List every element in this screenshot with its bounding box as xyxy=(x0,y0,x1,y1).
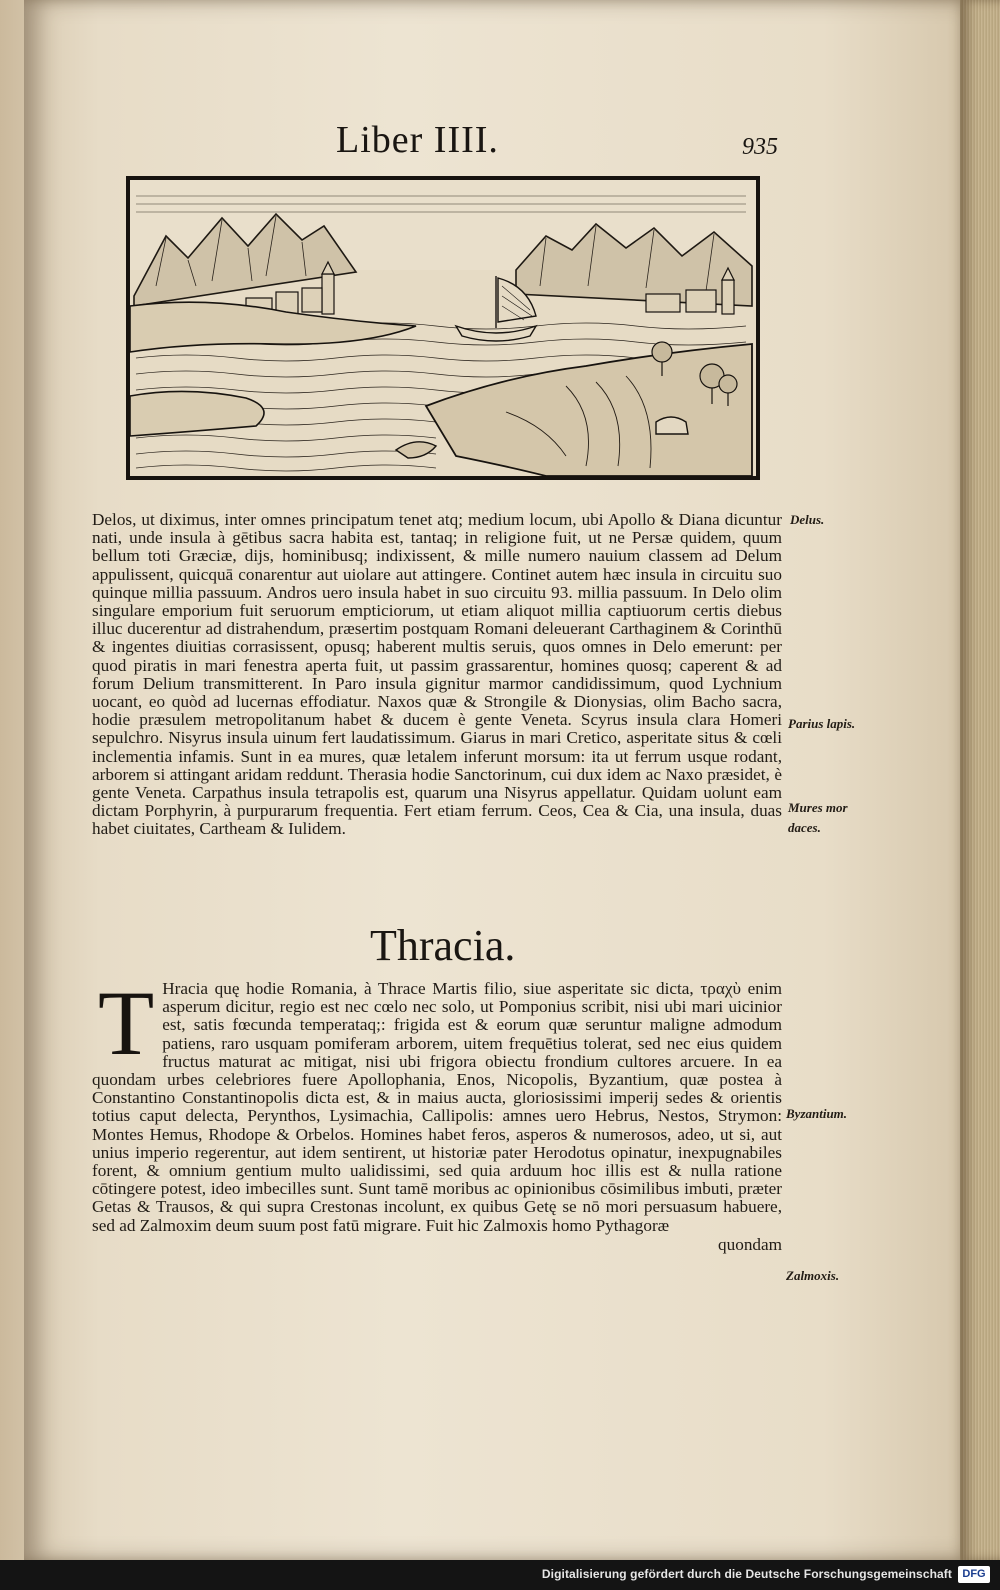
running-head: Liber IIII. xyxy=(336,119,499,161)
margin-note-byzantium: Byzantium. xyxy=(786,1106,848,1121)
margin-note-mures: Mures mor xyxy=(788,800,848,815)
page-fore-edge xyxy=(960,0,1000,1560)
thracia-paragraph: Hracia quę hodie Romania, à Thrace Martis filio, siue asperitate sic dicta, τραχὺ enim asperum dicitur, regio est nec cœlo nec solo, ut Pomponius scribit, nisi ubi mari uicinior est, satis fœcunda temperataq;: frigida est & eorum quæ seruntur maligne admodum patiens, raro usquam pomiferam arborem, uitem frequētius tolerat, sed nec eius quidem fructus maturat ac mitigat, nisi ubi frigora obiectu frondium cultores arcuere. In ea quondam urbes celebriores fuere Apollophania, Enos, Nicopolis, Byzantium, quæ postea à Constantino Constantinopolis dicta est, & in maius aucta, gloriosissimi imperij sedes & orientis totius caput delecta, Perynthos, Lysimachia, Callipolis: amnes uero Hebrus, Nestos, Strymon: Montes Hemus, Rhodope & Orbelos. Homines habet feros, asperos & numerosos, adeo, ut si, aut unius imperio regerentur, aut idem sentirent, ut historiæ pater Herodotus opinatur, inexpugnabiles forent, & omnium gentium multo ualidissimi, sed quia arduum hoc illis est & nulla ratione cōtingere potest, ideo imbecilles sunt. Sunt tamē moribus ac opinionibus cōsimilibus imbuti, præter Getas & Trausos, & qui supra Crestonas incolunt, ex quibus Getę se nō mori persuasum habuere, sed ad Zalmoxim deum suum post fatū migrare. Fuit hic Zalmoxis homo Pythagoræ xyxy=(92,979,782,1235)
margin-note-delus: Delus. xyxy=(790,512,825,527)
drop-cap-initial: T xyxy=(98,972,155,1074)
goat-figure xyxy=(656,417,688,434)
page-number: 935 xyxy=(742,134,778,160)
margin-note-mures-cont: daces. xyxy=(788,820,821,835)
digitization-credit: Digitalisierung gefördert durch die Deutsche Forschungsgemeinschaft xyxy=(541,1567,952,1581)
thracia-section xyxy=(92,972,782,1254)
delos-section xyxy=(92,511,782,839)
catchword: quondam xyxy=(718,1234,782,1254)
delos-paragraph: Delos, ut diximus, inter omnes principatum tenet atq; medium locum, ubi Apollo & Diana dicuntur nati, unde insula à gētibus sacra habita est, tantaq; in religione fuit, ut ne Persæ quidem, quum bellum toti Græciæ, dijs, hominibusq; indixissent, & mille numero nauium classem ad Delum appulissent, quicquā conarentur aut uiolare aut attingere. Continet autem hæc insula in circuitu suo quinque millia passuum. Andros uero insula habet in suo circuitu 93. millia passuum. In Delo olim singulare emporium fuit seruorum empticiorum, ut etiam aliquot millia captiuorum certis diebus illuc ducerentur ad distrahendum, præsertim postquam Romani deleuerant Carthaginem & Corinthū & ingentes diuitias corrasissent, opusq; haberent multis seruis, quos omnes in Delo emerunt: per quod piratis in mari fenestra aperta fuit, ut passim grassarentur, homines quosq; caperent & ad forum Delium transmitterent. In Paro insula gignitur marmor candidissimum, quod Lychnium uocant, eo quòd ad lucernas effodiatur. Naxos quæ & Strongile & Dionysias, olim Bacho sacra, hodie præsulem metropolitanum habet & ducem è gente Veneta. Scyrus insula clara Homeri sepulchro. Nisyrus insula uinum fert laudatissimum. Giarus in mari Cretico, asperitate situs & cœli inclementia infamis. Sunt in ea mures, quæ letalem inferunt morsum: ita ut ferrum usque rodant, arborem si attingant aridam reddunt. Therasia hodie Sanctorinum, cui dux idem ac Naxo præsidet, è gente Veneta. Carpathus insula tetrapolis est, quarum una Nisyrus appellatur. Quidam uolunt eam dictam Porphyrin, à purpurarum frequentia. Fert etiam ferrum. Ceos, Cea & Cia, una insula, duas habet ciuitates, Cartheam & Iulidem. xyxy=(92,510,782,839)
dfg-logo: DFG xyxy=(958,1566,990,1583)
margin-note-parius: Parius lapis. xyxy=(788,716,856,731)
woodcut-illustration xyxy=(126,176,760,480)
margin-note-zalmoxis: Zalmoxis. xyxy=(786,1268,840,1283)
section-heading-thracia: Thracia. xyxy=(370,921,516,970)
